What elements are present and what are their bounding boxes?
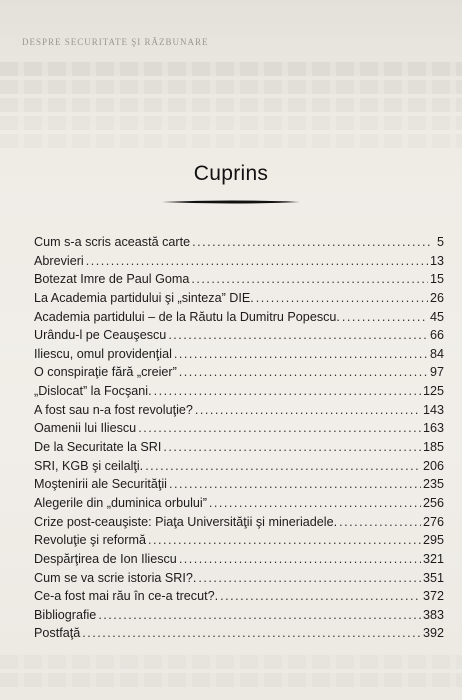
dot-leader	[339, 513, 421, 532]
dot-leader	[256, 289, 428, 308]
table-of-contents	[34, 233, 444, 643]
toc-entry-page-number: 235	[422, 477, 444, 492]
toc-entry-title: Iliescu, omul providenţial	[34, 346, 172, 361]
toc-entry-title: A fost sau n-a fost revoluţie?	[34, 402, 193, 417]
toc-entry	[34, 270, 444, 289]
toc-entry-title: De la Securitate la SRI	[34, 440, 162, 455]
show-through-line	[0, 62, 462, 76]
toc-entry-title: Despărţirea de Ion Iliescu	[34, 551, 177, 566]
toc-entry-page-number: 392	[422, 626, 444, 641]
toc-entry-page-number: 13	[429, 253, 444, 268]
toc-entry-page-number: 295	[422, 533, 444, 548]
dot-leader	[169, 475, 421, 494]
toc-entry-page-number: 206	[422, 458, 444, 473]
toc-entry-title: Revoluţie şi reformă	[34, 533, 146, 548]
dot-leader	[342, 308, 428, 327]
toc-entry	[34, 550, 444, 569]
toc-entry-title: O conspiraţie fără „creier”	[34, 365, 177, 380]
dot-leader	[174, 345, 428, 364]
toc-entry-page-number: 383	[422, 607, 444, 622]
toc-entry	[34, 326, 444, 345]
toc-entry-page-number: 372	[422, 589, 444, 604]
show-through-line	[0, 655, 462, 669]
title-underline-ornament	[160, 197, 302, 207]
toc-entry-title: Urându-l pe Ceauşescu	[34, 328, 167, 343]
toc-entry-page-number: 15	[429, 272, 444, 287]
dot-leader	[82, 624, 421, 643]
dot-leader	[98, 606, 421, 625]
dot-leader	[168, 326, 428, 345]
toc-entry-page-number: 5	[436, 235, 444, 249]
toc-entry-title: Cum s-a scris această carte	[34, 235, 191, 249]
toc-entry-page-number: 66	[429, 328, 444, 343]
toc-entry-title: Academia partidului – de la Răutu la Dumitru Popescu.	[34, 309, 340, 324]
dot-leader	[154, 382, 421, 401]
toc-entry	[34, 587, 444, 606]
toc-entry-title: „Dislocat” la Focşani.	[34, 384, 152, 399]
dot-leader	[163, 438, 421, 457]
toc-entry-page-number: 97	[429, 365, 444, 380]
dot-leader	[191, 270, 428, 289]
show-through-line	[0, 134, 462, 148]
toc-entry	[34, 606, 444, 625]
toc-entry	[34, 457, 444, 476]
toc-entry-page-number: 143	[422, 402, 444, 417]
show-through-line	[0, 116, 462, 130]
toc-entry	[34, 569, 444, 588]
page-title: Cuprins	[193, 162, 269, 185]
toc-entry	[34, 475, 444, 494]
toc-entry-page-number: 185	[422, 440, 444, 455]
toc-entry-title: Ce-a fost mai rău în ce-a trecut?.	[34, 589, 219, 604]
toc-entry-title: Alegerile din „duminica orbului”	[34, 495, 207, 510]
show-through-line	[0, 80, 462, 94]
toc-entry-page-number: 163	[422, 421, 444, 436]
toc-entry-page-number: 256	[422, 495, 444, 510]
toc-entry-page-number: 125	[422, 384, 444, 399]
dot-leader	[179, 363, 428, 382]
toc-entry	[34, 401, 444, 420]
toc-entry	[34, 233, 444, 252]
dot-leader	[86, 252, 428, 271]
dot-leader	[220, 587, 421, 606]
toc-entry-page-number: 321	[422, 551, 444, 566]
toc-entry-title: Cum se va scrie istoria SRI?.	[34, 570, 197, 585]
toc-entry-page-number: 26	[429, 290, 444, 305]
toc-entry-page-number: 84	[429, 346, 444, 361]
toc-entry	[34, 345, 444, 364]
toc-entry-title: Oamenii lui Iliescu	[34, 421, 137, 436]
dot-leader	[179, 550, 421, 569]
toc-entry	[34, 494, 444, 513]
toc-entry	[34, 289, 444, 308]
dot-leader	[198, 569, 421, 588]
toc-entry-page-number: 45	[429, 309, 444, 324]
toc-entry	[34, 624, 444, 643]
toc-entry-title: Moştenirii ale Securităţii	[34, 477, 167, 492]
dot-leader	[148, 531, 421, 550]
toc-entry	[34, 363, 444, 382]
toc-entry-title: Postfaţă	[34, 626, 81, 641]
toc-entry-title: Crize post-ceauşiste: Piaţa Universităţii şi mineriadele.	[34, 514, 338, 529]
dot-leader	[192, 233, 430, 252]
toc-entry-title: La Academia partidului şi „sinteza” DIE.	[34, 290, 254, 305]
toc-entry	[34, 513, 444, 532]
toc-entry-title: Abrevieri	[34, 253, 84, 268]
toc-entry	[34, 308, 444, 327]
toc-entry	[34, 419, 444, 438]
toc-entry-title: Bibliografie	[34, 607, 97, 622]
toc-entry	[34, 382, 444, 401]
dot-leader	[209, 494, 421, 513]
toc-entry-title: SRI, KGB şi ceilalţi.	[34, 458, 144, 473]
toc-entry	[34, 252, 444, 271]
show-through-line	[0, 673, 462, 687]
dot-leader	[145, 457, 421, 476]
toc-entry-page-number: 351	[422, 570, 444, 585]
dot-leader	[195, 401, 421, 420]
toc-entry-page-number: 276	[422, 514, 444, 529]
toc-entry-title: Botezat Imre de Paul Goma	[34, 272, 190, 287]
toc-entry	[34, 531, 444, 550]
show-through-running-head: DESPRE SECURITATE ŞI RĂZBUNARE	[22, 37, 209, 47]
toc-entry	[34, 438, 444, 457]
dot-leader	[138, 419, 421, 438]
show-through-line	[0, 98, 462, 112]
